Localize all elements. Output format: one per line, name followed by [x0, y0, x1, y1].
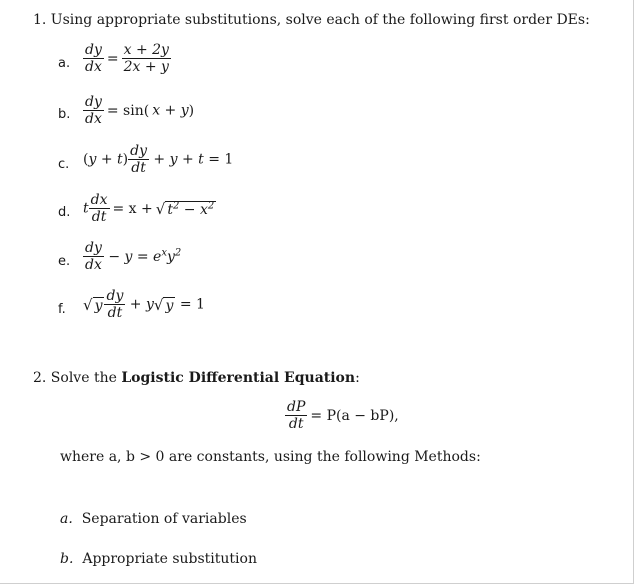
item-e-label: e.: [58, 254, 71, 269]
item-e-equation: $\frac{dy}{dx}$ − $y = e^xy^2$: [85, 240, 182, 273]
item-f-equation: √ y $\frac{dy}{dt}$ + y√ y = 1: [83, 288, 205, 321]
item-b-label: b.: [58, 107, 71, 122]
item-a-label: a.: [58, 56, 71, 71]
item-d-equation: t $\frac{dx}{dt}$ = x + √ $t^2 - x^2$: [83, 192, 215, 225]
question-2-title: 2. Solve the Logistic Differential Equation:: [33, 370, 360, 386]
item-c-label: c.: [58, 157, 70, 172]
item-b-equation: $\frac{dy}{dx}$ = sin( x + y): [85, 94, 195, 127]
logistic-title-bold: Logistic Differential Equation: [121, 370, 356, 386]
question-1-title: 1. Using appropriate substitutions, solve each of the following first order DEs:: [33, 12, 590, 28]
item-d-label: d.: [58, 205, 71, 220]
where-text: where a, b > 0 are constants, using the following Methods:: [60, 449, 481, 465]
item-c-equation: (y + t) $\frac{dy}{dt}$ + y + t = 1: [83, 143, 234, 176]
method-b: b. Appropriate substitution: [60, 551, 257, 567]
logistic-equation: $\frac{dP}{dt}$ = P(a − bP),: [287, 399, 399, 432]
item-f-label: f.: [58, 302, 66, 317]
item-a-equation: $\frac{dy}{dx}$ = $\frac{x + 2y}{2x + y}$: [85, 42, 169, 75]
method-a: a. Separation of variables: [60, 511, 247, 527]
